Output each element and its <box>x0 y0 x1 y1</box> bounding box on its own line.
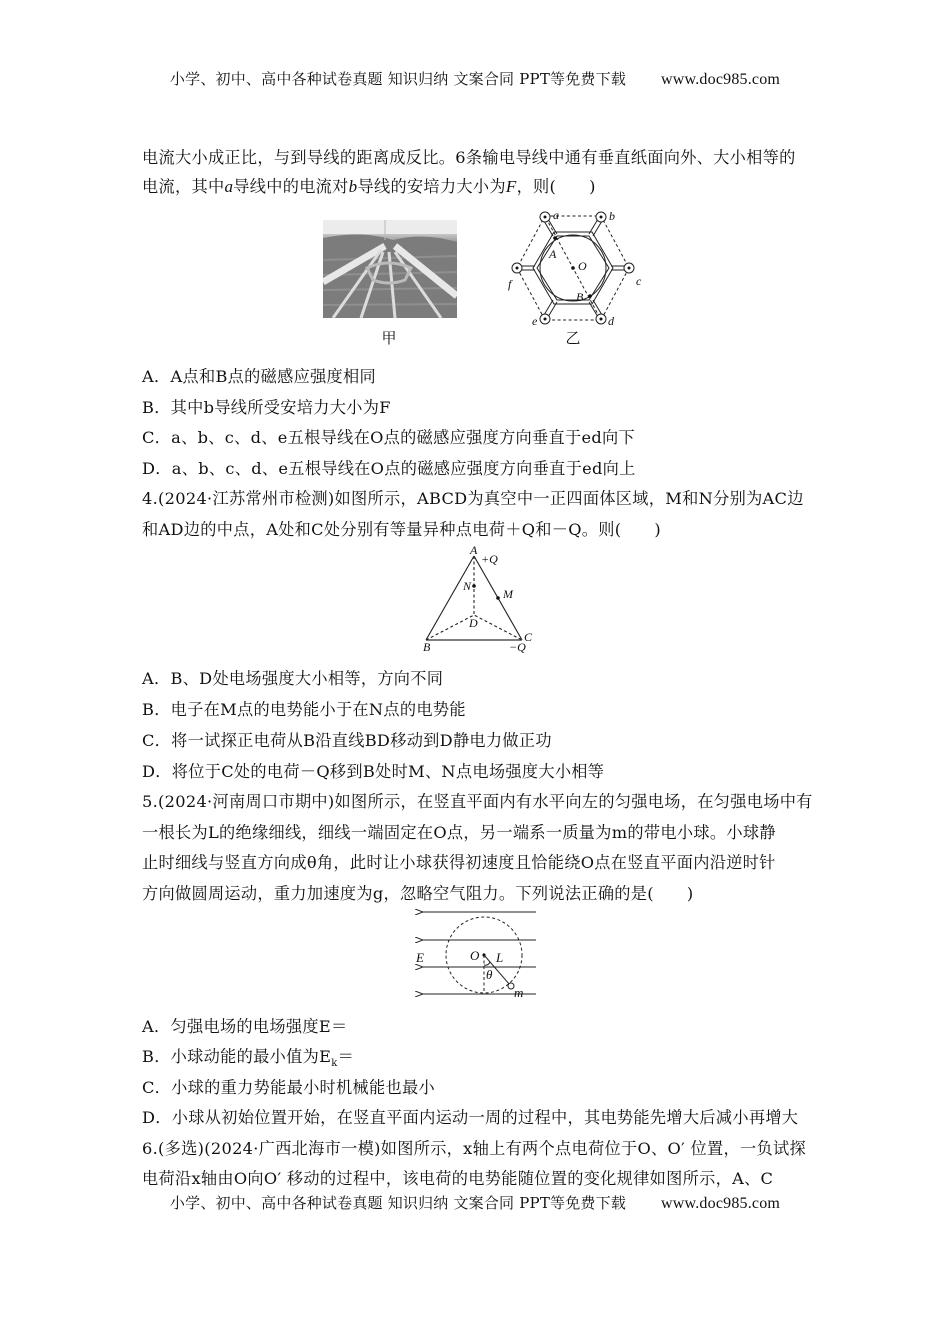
svg-text:C: C <box>524 630 533 644</box>
q3-text: 导线中的电流对 <box>233 177 349 196</box>
svg-text:B: B <box>576 290 584 304</box>
q3-text: 导线的安培力大小为 <box>357 177 506 196</box>
hexagon-wire-diagram <box>505 208 645 326</box>
q3-var-b: b <box>348 177 358 196</box>
page-footer <box>0 1192 950 1213</box>
page-header <box>0 68 950 89</box>
q5-option-c[interactable]: C．小球的重力势能最小时机械能也最小 <box>142 1078 435 1097</box>
svg-text:N: N <box>463 579 472 593</box>
q6-line-2: 电荷沿x轴由O向O′ 移动的过程中，该电荷的电势能随位置的变化规律如图所示，A、C <box>142 1169 774 1188</box>
svg-text:L: L <box>496 950 504 965</box>
footer-text: 小学、初中、高中各种试卷真题 知识归纳 文案合同 PPT等免费下载 <box>169 1194 627 1212</box>
svg-text:E: E <box>416 950 424 965</box>
svg-text:A: A <box>470 543 478 557</box>
transmission-line-photo <box>323 220 457 318</box>
q3-option-a[interactable]: A．A点和B点的磁感应强度相同 <box>142 367 377 386</box>
q4-option-c[interactable]: C．将一试探正电荷从B沿直线BD移动到D静电力做正功 <box>142 731 552 750</box>
q3-line-1: 电流大小成正比，与到导线的距离成反比。6条输电导线中通有垂直纸面向外、大小相等的 <box>142 148 796 167</box>
svg-text:b: b <box>609 209 615 223</box>
svg-text:m: m <box>514 985 524 1000</box>
svg-text:e: e <box>532 314 538 326</box>
footer-url[interactable]: www.doc985.com <box>661 1195 781 1212</box>
header-url[interactable]: www.doc985.com <box>661 71 781 88</box>
figure-jia-caption: 甲 <box>381 329 397 347</box>
q3-option-c[interactable]: C．a、b、c、d、e五根导线在O点的磁感应强度方向垂直于ed向下 <box>142 428 636 447</box>
q3-option-d[interactable]: D．a、b、c、d、e五根导线在O点的磁感应强度方向垂直于ed向上 <box>142 459 636 478</box>
svg-text:a: a <box>553 208 559 222</box>
svg-text:−Q: −Q <box>509 640 526 653</box>
svg-text:θ: θ <box>486 967 493 982</box>
svg-text:f: f <box>508 277 512 291</box>
figure-yi-caption: 乙 <box>565 329 581 347</box>
q3-text: ，则( ) <box>516 177 596 196</box>
q3-option-b[interactable]: B．其中b导线所受安培力大小为F <box>142 398 391 417</box>
q5-option-b-subscript: k <box>331 1058 338 1070</box>
svg-text:A: A <box>549 247 557 261</box>
q4-option-b[interactable]: B．电子在M点的电势能小于在N点的电势能 <box>142 700 466 719</box>
svg-text:D: D <box>469 616 478 630</box>
q4-option-d[interactable]: D．将位于C处的电荷－Q移到B处时M、N点电场强度大小相等 <box>142 762 605 781</box>
q5-option-b[interactable] <box>142 1043 354 1069</box>
svg-text:M: M <box>503 587 513 601</box>
svg-text:d: d <box>608 314 614 326</box>
q5-option-b-text: B．小球动能的最小值为E <box>142 1047 332 1066</box>
q5-line-2: 一根长为L的绝缘细线，细线一端固定在O点，另一端系一质量为m的带电小球。小球静 <box>142 823 776 842</box>
header-text: 小学、初中、高中各种试卷真题 知识归纳 文案合同 PPT等免费下载 <box>169 70 627 88</box>
svg-text:O: O <box>578 259 587 273</box>
svg-text:c: c <box>636 274 642 288</box>
q5-line-4: 方向做圆周运动，重力加速度为g，忽略空气阻力。下列说法正确的是( ) <box>142 884 694 903</box>
q5-option-d[interactable]: D．小球从初始位置开始，在竖直平面内运动一周的过程中，其电势能先增大后减小再增大 <box>142 1108 799 1127</box>
tetrahedron-diagram <box>415 543 545 653</box>
q4-line-2: 和AD边的中点，A处和C处分别有等量异种点电荷＋Q和－Q。则( ) <box>142 520 661 539</box>
q4-option-a[interactable]: A．B、D处电场强度大小相等，方向不同 <box>142 669 444 688</box>
q3-var-F: F <box>505 177 517 196</box>
svg-text:B: B <box>423 640 431 653</box>
q3-var-a: a <box>224 177 234 196</box>
q4-line-1: 4.(2024·江苏常州市检测)如图所示，ABCD为真空中一正四面体区域，M和N分别为AC边 <box>142 489 804 508</box>
svg-text:O: O <box>470 948 480 963</box>
q6-line-1: 6.(多选)(2024·广西北海市一模)如图所示，x轴上有两个点电荷位于O、O′ 位置，一负试探 <box>142 1139 806 1158</box>
q5-line-3: 止时细线与竖直方向成θ角，此时让小球获得初速度且恰能绕O点在竖直平面内沿逆时针 <box>142 853 776 872</box>
q5-option-a[interactable]: A．匀强电场的电场强度E＝ <box>142 1017 348 1036</box>
q5-line-1: 5.(2024·河南周口市期中)如图所示，在竖直平面内有水平向左的匀强电场，在匀强电场中有 <box>142 792 813 811</box>
q3-text: 电流，其中 <box>142 177 225 196</box>
q3-line-2 <box>142 173 596 197</box>
svg-text:+Q: +Q <box>481 552 498 566</box>
electric-field-pendulum-diagram <box>412 905 546 1000</box>
q5-option-b-equals: ＝ <box>337 1047 355 1066</box>
